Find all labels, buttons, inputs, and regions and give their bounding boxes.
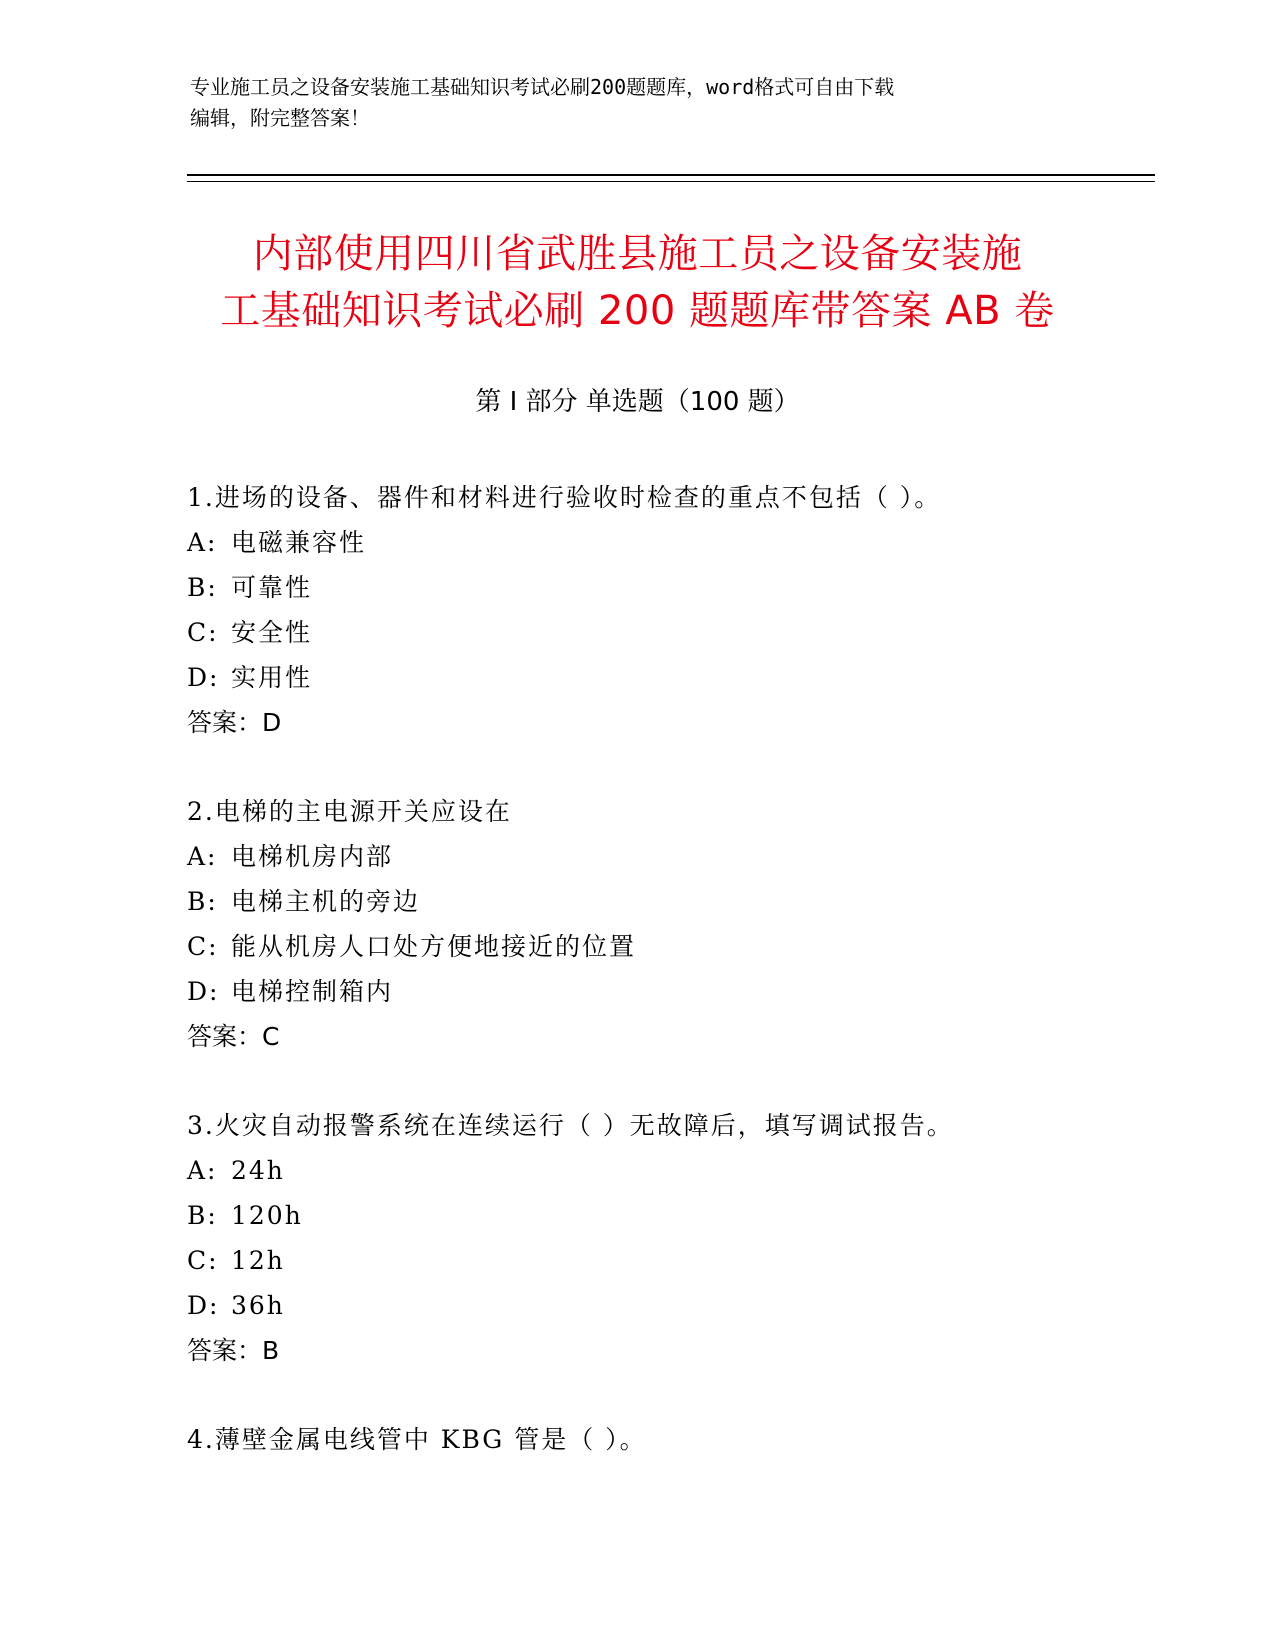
header-note-line-1: 专业施工员之设备安装施工基础知识考试必刷200题题库，word格式可自由下载 <box>190 75 895 99</box>
option-text: 实用性 <box>231 663 313 692</box>
header-note <box>190 72 1090 134</box>
document-title-line-1: 内部使用四川省武胜县施工员之设备安装施 <box>252 231 1023 277</box>
option-a <box>187 834 1147 879</box>
option-key: C: <box>187 618 219 647</box>
question-3 <box>187 1103 1147 1373</box>
option-b <box>187 879 1147 924</box>
document-title <box>160 226 1115 340</box>
answer-line: 答案：B <box>187 1336 280 1365</box>
option-key: D: <box>187 663 220 692</box>
option-d <box>187 655 1147 700</box>
option-a <box>187 1148 1147 1193</box>
header-note-line-2: 编辑，附完整答案！ <box>190 106 370 130</box>
option-text: 电磁兼容性 <box>231 528 367 557</box>
question-stem: 1.进场的设备、器件和材料进行验收时检查的重点不包括（ ）。 <box>187 483 942 512</box>
option-a <box>187 520 1147 565</box>
option-key: C: <box>187 932 219 961</box>
question-stem: 4.薄壁金属电线管中 KBG 管是（ ）。 <box>187 1425 647 1454</box>
question-stem: 3.火灾自动报警系统在连续运行（ ）无故障后，填写调试报告。 <box>187 1111 954 1140</box>
option-d <box>187 1283 1147 1328</box>
option-key: A: <box>187 842 218 871</box>
option-text: 可靠性 <box>231 573 313 602</box>
question-1 <box>187 475 1147 745</box>
header-rule-thin <box>187 181 1155 182</box>
answer-line: 答案：D <box>187 708 282 737</box>
option-text: 电梯主机的旁边 <box>231 887 421 916</box>
option-text: 120h <box>231 1201 303 1230</box>
question-stem: 2.电梯的主电源开关应设在 <box>187 797 512 826</box>
section-title: 第 I 部分 单选题（100 题） <box>475 387 800 417</box>
option-key: B: <box>187 887 218 916</box>
option-key: A: <box>187 528 218 557</box>
option-key: D: <box>187 1291 220 1320</box>
option-text: 12h <box>231 1246 285 1275</box>
document-title-line-2: 工基础知识考试必刷 200 题题库带答案 AB 卷 <box>220 288 1055 334</box>
option-c <box>187 1238 1147 1283</box>
option-text: 24h <box>231 1156 285 1185</box>
option-text: 36h <box>231 1291 285 1320</box>
option-key: A: <box>187 1156 218 1185</box>
option-text: 电梯控制箱内 <box>231 977 394 1006</box>
option-b <box>187 1193 1147 1238</box>
option-d <box>187 969 1147 1014</box>
header-rule-thick <box>187 174 1155 176</box>
option-text: 安全性 <box>231 618 313 647</box>
option-key: B: <box>187 573 218 602</box>
option-c <box>187 924 1147 969</box>
option-key: B: <box>187 1201 218 1230</box>
question-4 <box>187 1417 1147 1462</box>
option-c <box>187 610 1147 655</box>
option-text: 电梯机房内部 <box>231 842 394 871</box>
option-key: D: <box>187 977 220 1006</box>
option-key: C: <box>187 1246 219 1275</box>
question-list <box>187 475 1147 1506</box>
answer-line: 答案：C <box>187 1022 280 1051</box>
option-text: 能从机房人口处方便地接近的位置 <box>231 932 637 961</box>
option-b <box>187 565 1147 610</box>
question-2 <box>187 789 1147 1059</box>
